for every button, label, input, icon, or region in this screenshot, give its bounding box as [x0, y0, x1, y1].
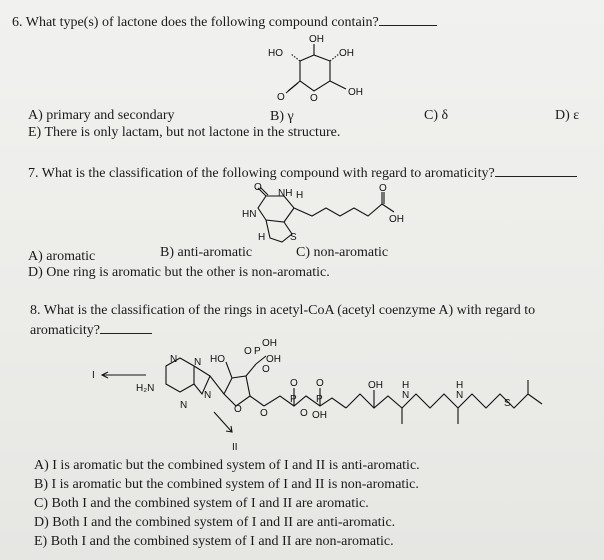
- q8-h-n1-label: H: [402, 380, 410, 391]
- q8-answer-blank[interactable]: [100, 321, 152, 334]
- q7-option-b[interactable]: B) anti-aromatic: [160, 245, 253, 260]
- q8-question-line2: aromaticity?: [30, 321, 152, 339]
- q8-h2n-label: H₂N: [136, 383, 155, 394]
- q8-question-line1: 8. What is the classification of the rings in acetyl-CoA (acetyl coenzyme A) with regard to: [30, 303, 536, 318]
- q7-nh-label: NH: [278, 188, 293, 199]
- q7-h-bottom-label: H: [258, 232, 266, 243]
- q8-label-I: I: [92, 370, 95, 381]
- q8-h-n2-label: H: [456, 380, 464, 391]
- q8-n-amide1-label: N: [402, 390, 410, 401]
- q8-o-link-label: O: [260, 408, 268, 419]
- q6-o-carbonyl-label: O: [277, 92, 285, 103]
- q6-question: 6. What type(s) of lactone does the following compound contain?: [12, 13, 437, 31]
- q8-option-c[interactable]: C) Both I and the combined system of I and II are aromatic.: [34, 496, 369, 511]
- q8-label-II: II: [232, 442, 238, 453]
- q8-s-label: S: [504, 398, 511, 409]
- q6-option-a[interactable]: A) primary and secondary: [28, 108, 175, 123]
- q7-o-acid-label: O: [379, 183, 387, 194]
- q7-oh-acid-label: OH: [389, 214, 404, 225]
- q8-n-amide2-label: N: [456, 390, 464, 401]
- q8-n3-label: N: [204, 390, 212, 401]
- q7-hn-label: HN: [242, 209, 257, 220]
- q8-option-a[interactable]: A) I is aromatic but the combined system of I and II is anti-aromatic.: [34, 458, 420, 473]
- q8-option-d[interactable]: D) Both I and the combined system of I and II are anti-aromatic.: [34, 515, 396, 530]
- q7-option-d[interactable]: D) One ring is aromatic but the other is non-aromatic.: [28, 265, 330, 280]
- q8-o-bridge-label: O: [262, 364, 270, 375]
- q8-o-a-label: O: [290, 378, 298, 389]
- q8-o-ribose-label: O: [234, 404, 242, 415]
- q7-option-a[interactable]: A) aromatic: [28, 249, 96, 264]
- q8-option-e[interactable]: E) Both I and the combined system of I and II are non-aromatic.: [34, 534, 394, 549]
- q7-s-label: S: [290, 232, 297, 243]
- q6-oh-top-label: OH: [309, 34, 324, 45]
- q8-o-b-label: O: [316, 378, 324, 389]
- q6-option-c[interactable]: C) δ: [424, 108, 449, 123]
- q7-question: 7. What is the classification of the following compound with regard to aromaticity?: [28, 164, 577, 182]
- q6-oh-lower-label: OH: [348, 87, 363, 98]
- q8-acetyl-coa-structure: [84, 336, 564, 452]
- q8-p-label: P: [254, 346, 261, 357]
- q8-p2-label: P: [290, 394, 297, 405]
- q6-oh-right-label: OH: [339, 48, 354, 59]
- q6-option-e[interactable]: E) There is only lactam, but not lactone in the structure.: [28, 125, 341, 140]
- q8-oh-c-label: OH: [312, 410, 327, 421]
- q8-p3-label: P: [316, 394, 323, 405]
- q8-oh-p1-label: OH: [262, 338, 277, 349]
- q7-option-c[interactable]: C) non-aromatic: [296, 245, 389, 260]
- q8-oh-p2-label: OH: [266, 354, 281, 365]
- q8-ho-label: HO: [210, 354, 225, 365]
- q6-o-ring-label: O: [310, 93, 318, 104]
- q6-ho-left-label: HO: [268, 48, 283, 59]
- q6-option-b[interactable]: B) γ: [270, 109, 294, 124]
- q8-option-b[interactable]: B) I is aromatic but the combined system of I and II is non-aromatic.: [34, 477, 419, 492]
- q7-o-top-label: O: [254, 182, 262, 193]
- q8-o-p-label: O: [244, 346, 252, 357]
- q8-n4-label: N: [180, 400, 188, 411]
- q7-answer-blank[interactable]: [495, 164, 577, 177]
- q6-lactone-structure: [262, 33, 382, 107]
- q8-o-c-label: O: [300, 408, 308, 419]
- q7-h-top-label: H: [296, 190, 304, 201]
- q6-option-d[interactable]: D) ε: [555, 108, 580, 123]
- q8-n1-label: N: [170, 354, 178, 365]
- q6-answer-blank[interactable]: [379, 13, 437, 26]
- q8-oh-chain-label: OH: [368, 380, 383, 391]
- q7-biotin-structure: [236, 182, 406, 248]
- q8-n2-label: N: [194, 357, 202, 368]
